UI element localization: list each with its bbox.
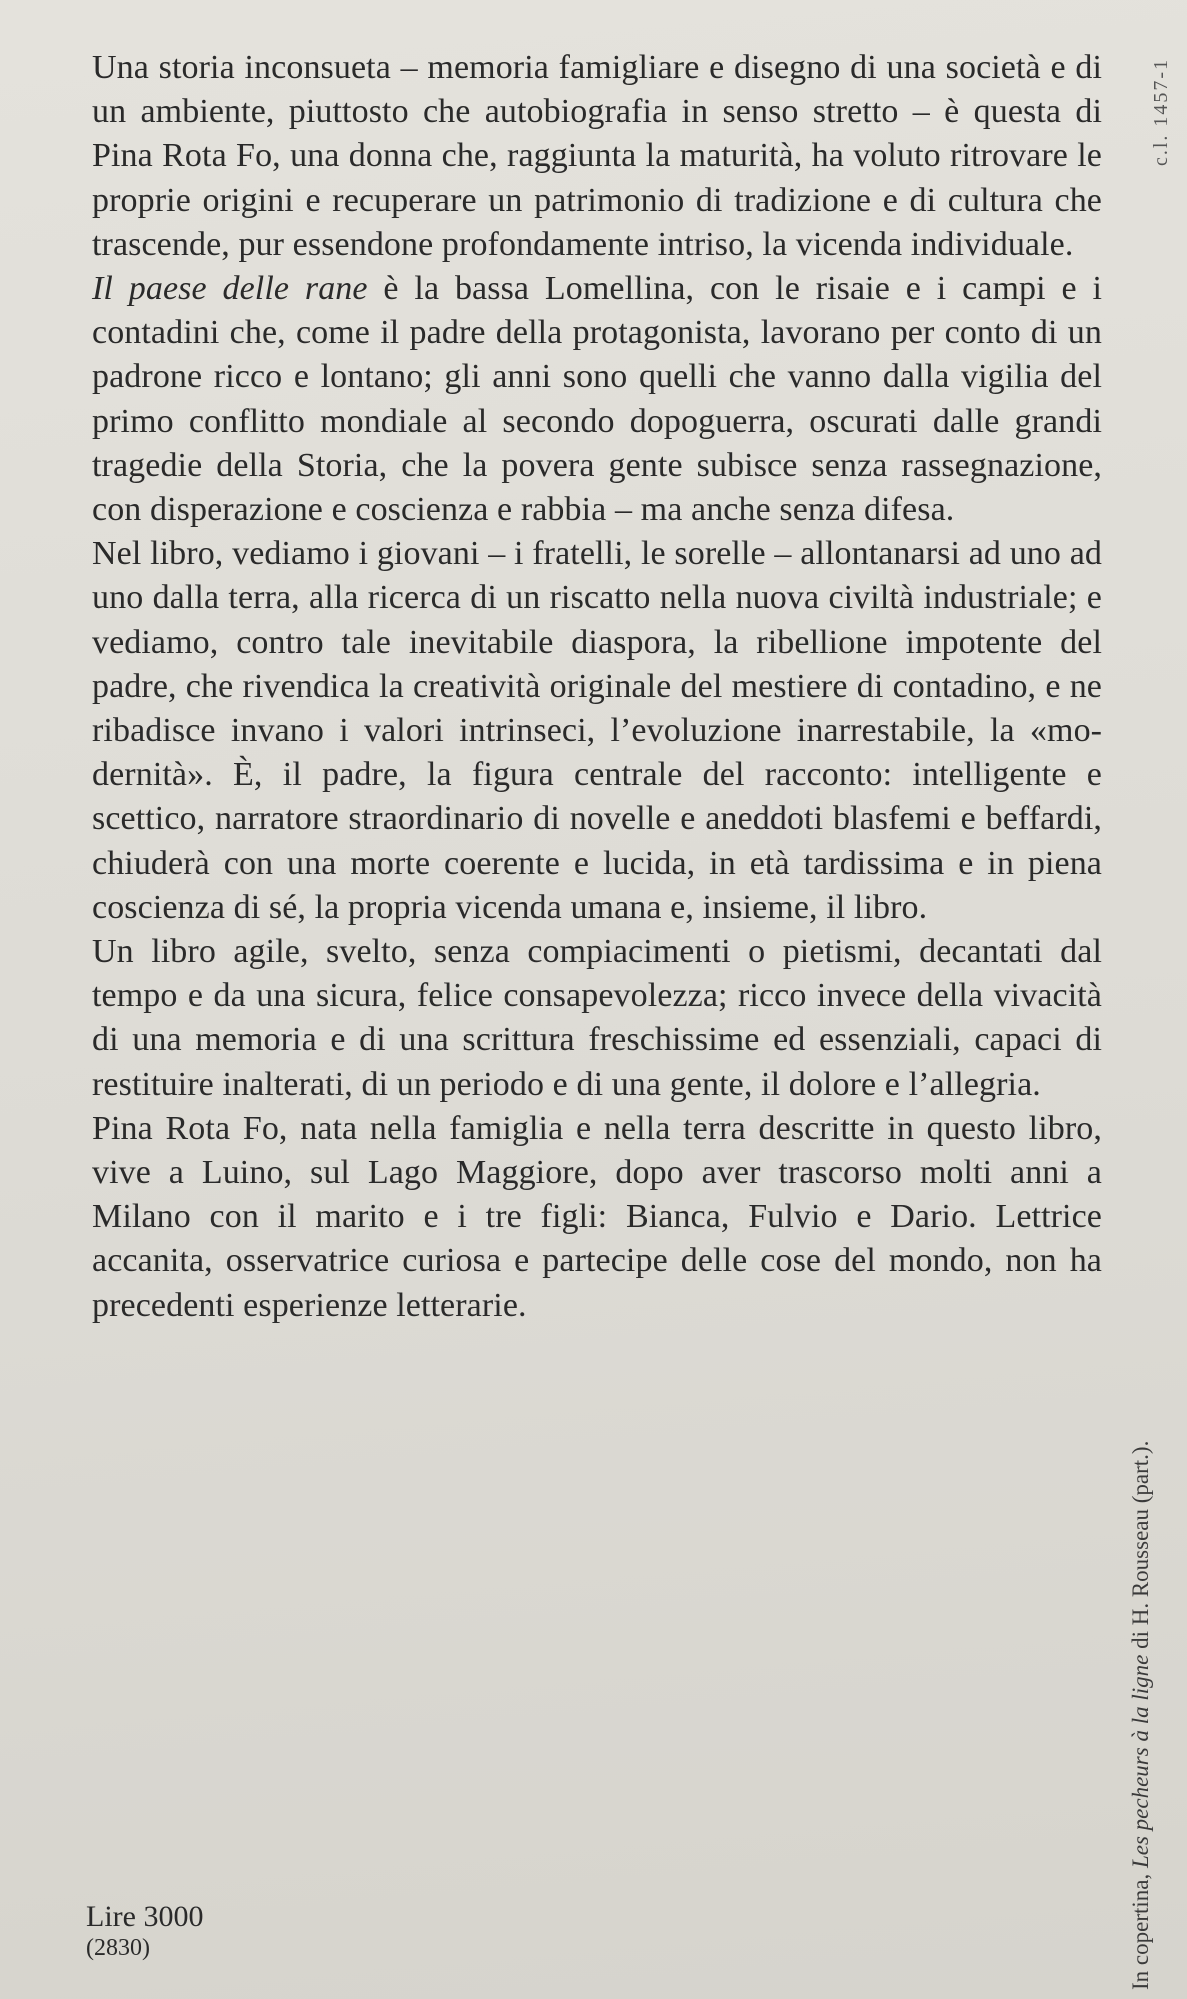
- cover-credit-suffix: di H. Rousseau (part.).: [1128, 1440, 1153, 1655]
- blurb-paragraph-2-text: è la bassa Lomellina, con le risaie e i campi e i contadini che, come il padre della protagonista, lavorano per conto di un padrone ricco e lontano; gli anni sono quelli che vanno dalla vigilia del primo conflitto mondiale al secondo dopoguerra, oscurati dalle grandi tragedie della Storia, che la povera gente subisce senza rassegnazione, con disperazione e coscienza e rabbia – ma anche senza difesa.: [92, 270, 1102, 529]
- price-block: [86, 1900, 203, 1962]
- price-label: Lire 3000: [86, 1900, 204, 1933]
- blurb-paragraph-4: Un libro agile, svelto, senza compiacimenti o pietismi, decantati dal tempo e da una sicura, felice consapevolezza; ricco invece della vivacità di una memoria e di una scrittura freschissime ed essenziali, capaci di restituire inalterati, di un periodo e di una gente, il dolore e l’allegria.: [92, 933, 1102, 1103]
- catalog-code: [1120, 16, 1180, 166]
- blurb-paragraph-3: Nel libro, vediamo i giovani – i fratelli, le sorelle – allontanarsi ad uno ad uno dalla terra, alla ricerca di un riscatto nella nuova civiltà industriale; e vediamo, contro tale inevitabile diaspora, la ribellione impotente del padre, che rivendica la creatività originale del mestiere di contadino, e ne ribadisce invano i valori intrinseci, l’evoluzione inarrestabile, la «modernità». È, il padre, la figura centrale del racconto: intelligente e scettico, narratore straordinario di novelle e aneddoti blasfemi e beffardi, chiuderà con una morte coerente e lucida, in età tardissima e in piena coscienza di sé, la propria vicenda umana e, insieme, il libro.: [92, 535, 1102, 926]
- blurb-text: [92, 46, 1102, 1328]
- blurb-paragraph-2: [92, 267, 1102, 532]
- cover-credit-text: [1128, 1441, 1154, 1990]
- cover-credit: [1118, 1290, 1168, 1990]
- cover-credit-prefix: In copertina,: [1128, 1868, 1153, 1990]
- book-title: Il paese delle rane: [92, 270, 368, 308]
- cover-credit-work-title: Les pecheurs à la ligne: [1128, 1654, 1153, 1869]
- price-code: (2830): [86, 1935, 150, 1961]
- blurb-paragraph-1: Una storia inconsueta – memoria famigliare e disegno di una società e di un ambiente, piuttosto che autobiografia in senso stretto – è questa di Pina Rota Fo, una donna che, raggiunta la maturità, ha voluto ritrovare le proprie origini e recuperare un patrimonio di tradizione e di cultura che trascende, pur essendone profondamente intriso, la vicenda individuale.: [92, 49, 1102, 263]
- author-note: Pina Rota Fo, nata nella famiglia e nella terra descritte in questo libro, vive a Luino, sul Lago Maggiore, dopo aver trascorso molti anni a Milano con il marito e i tre figli: Bianca, Fulvio e Dario. Lettrice accanita, osservatrice curiosa e partecipe delle cose del mondo, non ha precedenti esperienze letterarie.: [92, 1109, 1102, 1324]
- catalog-code-text: c.l. 1457-1: [1150, 57, 1172, 166]
